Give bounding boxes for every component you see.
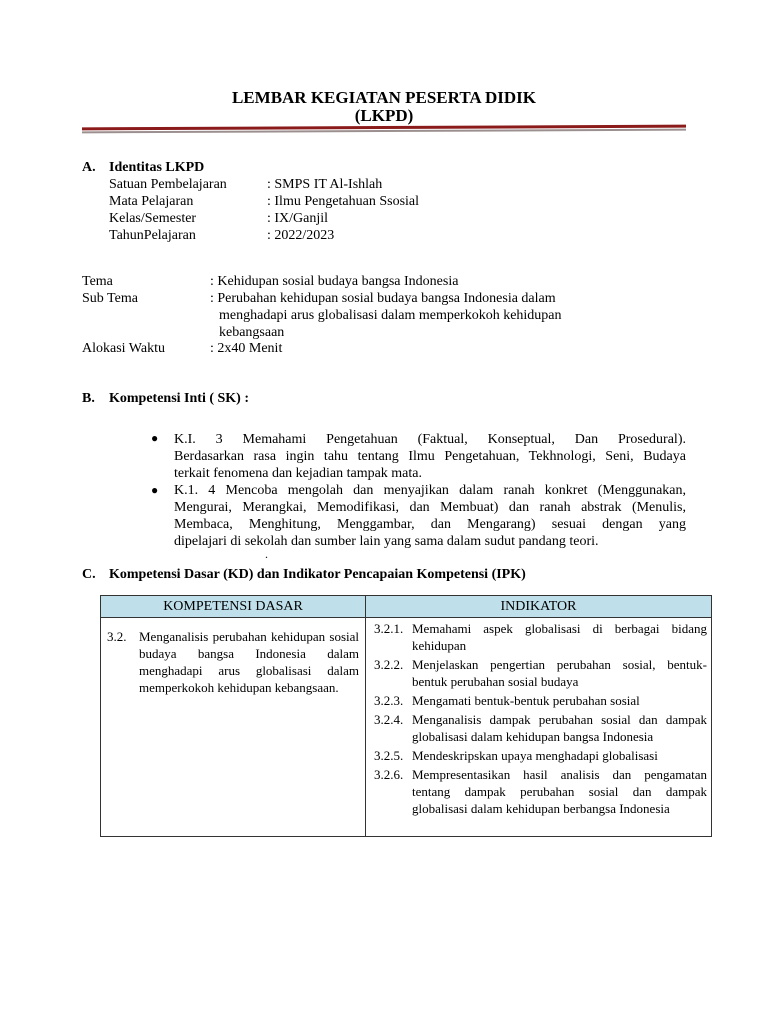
section-c-letter: C. <box>82 567 96 582</box>
list-item <box>374 747 707 764</box>
list-item <box>374 711 707 745</box>
kd-indikator-table <box>100 595 712 837</box>
ki-line: Mengurai, Merangkai, Memodifikasi, dan Membuat) dan ranah abstrak (Menulis, <box>174 500 686 515</box>
identity-label: TahunPelajaran <box>109 228 196 243</box>
stray-dot: . <box>265 547 268 561</box>
page-title: LEMBAR KEGIATAN PESERTA DIDIK <box>231 88 537 107</box>
section-c-heading: Kompetensi Dasar (KD) dan Indikator Pencapaian Kompetensi (IPK) <box>109 567 526 582</box>
section-b-letter: B. <box>82 391 95 406</box>
ki-line: dipelajari di sekolah dan sumber lain yang sama dalam sudut pandang teori. <box>174 534 599 549</box>
indicator-number: 3.2.3. <box>374 693 404 708</box>
indicator-text: Mengamati bentuk-bentuk perubahan sosial <box>412 693 640 708</box>
identity-label: Kelas/Semester <box>109 211 197 226</box>
indicator-number: 3.2.1. <box>374 621 404 636</box>
subtema-label: Sub Tema <box>82 291 138 306</box>
alokasi-label: Alokasi Waktu <box>82 341 165 356</box>
list-item <box>374 656 707 690</box>
indicator-number: 3.2.2. <box>374 657 404 672</box>
section-a-letter: A. <box>82 160 96 175</box>
subtema-line: : Perubahan kehidupan sosial budaya bangsa Indonesia dalam <box>210 291 556 306</box>
subtema-line: kebangsaan <box>219 325 285 340</box>
indicator-text: Menjelaskan pengertian perubahan sosial, bentuk-bentuk perubahan sosial budaya <box>412 657 707 689</box>
identity-value: : 2022/2023 <box>267 228 335 243</box>
identity-value: : Ilmu Pengetahuan Ssosial <box>267 194 420 209</box>
table-header-row <box>101 596 712 618</box>
indikator-cell <box>366 618 712 837</box>
ki-line: K.I. 3 Memahami Pengetahuan (Faktual, Konseptual, Dan Prosedural). <box>174 432 686 447</box>
list-item <box>374 766 707 817</box>
ki-line: terkait fenomena dan kejadian tampak mata. <box>174 466 423 481</box>
indicator-text: Menganalisis dampak perubahan sosial dan dampak globalisasi dalam kehidupan bangsa Indonesia <box>412 712 707 744</box>
section-b-heading: Kompetensi Inti ( SK) : <box>109 391 249 406</box>
list-item <box>374 620 707 654</box>
kd-number: 3.2. <box>107 629 127 644</box>
section-a-heading: Identitas LKPD <box>109 160 205 175</box>
indicator-text: Memahami aspek globalisasi di berbagai bidang kehidupan <box>412 621 707 653</box>
tema-value: : Kehidupan sosial budaya bangsa Indonesia <box>210 274 459 289</box>
header-kompetensi-dasar: KOMPETENSI DASAR <box>101 596 366 618</box>
ki-line: Membaca, Menghitung, Menggambar, dan Mengarang) sesuai dengan yang <box>174 517 686 532</box>
alokasi-value: : 2x40 Menit <box>210 341 283 356</box>
tema-label: Tema <box>82 274 113 289</box>
indicator-text: Mendeskripskan upaya menghadapi globalisasi <box>412 748 658 763</box>
indicator-number: 3.2.4. <box>374 712 404 727</box>
bullet-icon: ● <box>151 483 159 497</box>
header-indikator: INDIKATOR <box>366 596 712 618</box>
kd-text: Menganalisis perubahan kehidupan sosial budaya bangsa Indonesia dalam menghadapi arus globalisasi dalam memperkokoh kehidupan kebangsaan. <box>139 629 359 695</box>
indicator-number: 3.2.5. <box>374 748 404 763</box>
subtema-line: menghadapi arus globalisasi dalam memperkokoh kehidupan <box>219 308 562 323</box>
indicator-text: Mempresentasikan hasil analisis dan pengamatan tentang dampak perubahan sosial dan dampak globalisasi dalam kehidupan berbangsa Indonesia <box>412 767 707 816</box>
table-row <box>101 618 712 837</box>
identity-label: Mata Pelajaran <box>109 194 194 209</box>
indicator-number: 3.2.6. <box>374 767 404 782</box>
identity-value: : SMPS IT Al-Ishlah <box>267 177 383 192</box>
list-item <box>374 692 707 709</box>
identity-label: Satuan Pembelajaran <box>109 177 227 192</box>
identity-value: : IX/Ganjil <box>267 211 329 226</box>
ki-line: K.1. 4 Mencoba mengolah dan menyajikan dalam ranah konkret (Menggunakan, <box>174 483 686 498</box>
ki-line: Berdasarkan rasa ingin tahu tentang Ilmu Pengetahuan, Tekhnologi, Seni, Budaya <box>174 449 686 464</box>
page-subtitle: (LKPD) <box>354 106 414 125</box>
bullet-icon: ● <box>151 431 159 445</box>
kd-cell <box>101 618 366 837</box>
